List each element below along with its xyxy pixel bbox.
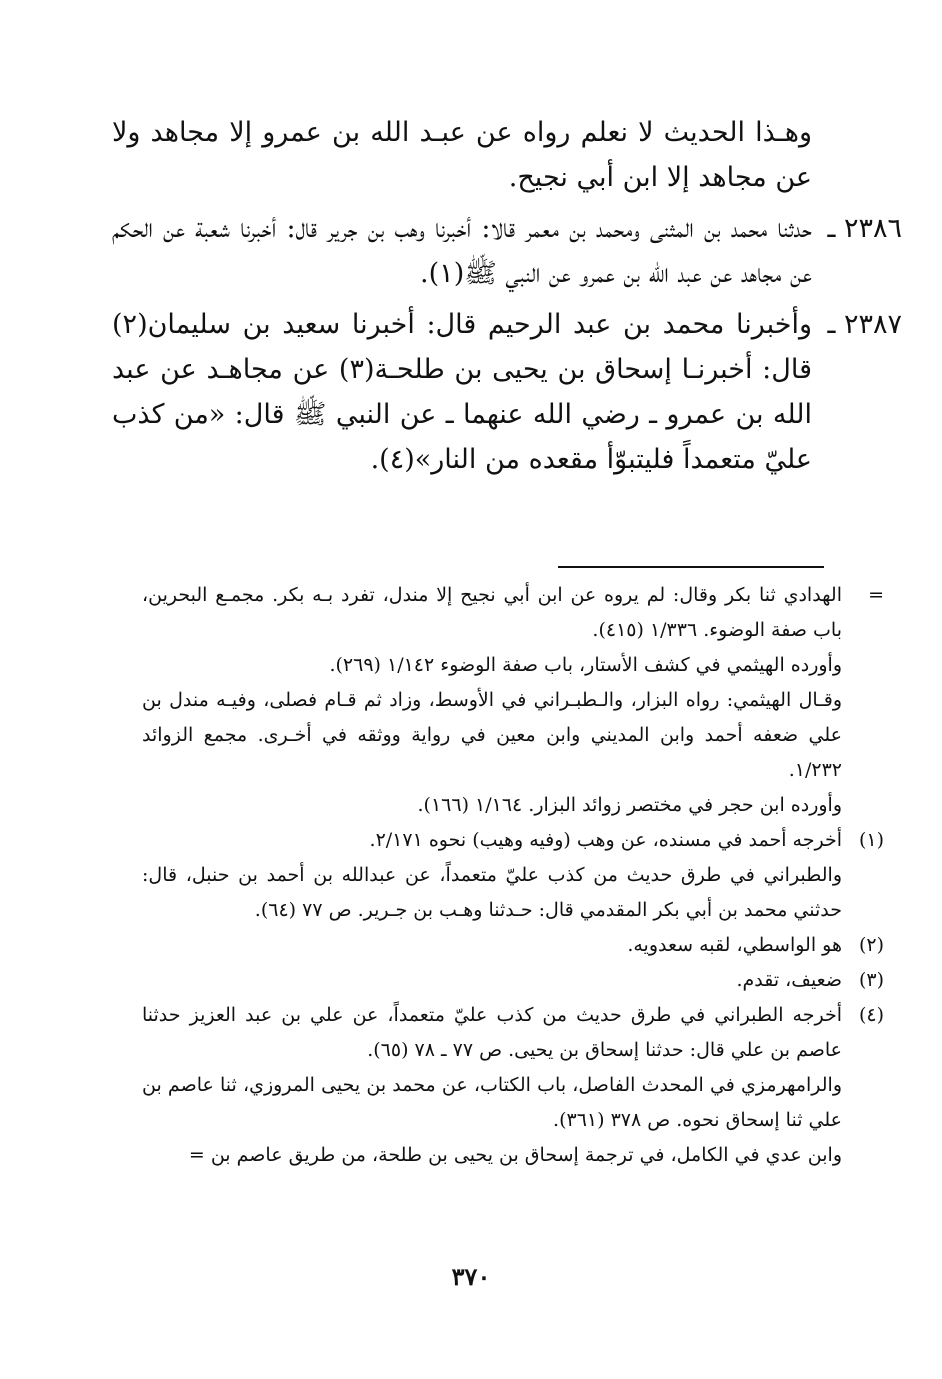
footnote-2 (142, 928, 884, 963)
hadith-number: ٢٣٨٦ ـ (827, 213, 902, 244)
footnote-continued (142, 578, 884, 648)
footnote-label: (٤) (858, 1004, 884, 1026)
footnote-text: ضعيف، تقدم. (736, 969, 842, 991)
footnote-3 (142, 963, 884, 998)
page-number: ٣٧٠ (451, 1262, 491, 1291)
footnote-label: (١) (858, 829, 884, 851)
footnote-text: أخرجه أحمد في مسنده، عن وهب (وفيه وهيب) نحوه ٢/١٧١. (369, 829, 842, 851)
hadith-text: حدثنا محمد بن المثنى ومحمد بن معمر قالا: أخبرنا وهب بن جرير قال: أخبرنا شعبة عن الحكم عن مجاهد عن عبد الله بن عمرو عن النبي ﷺ(١). (112, 213, 812, 289)
footnotes (142, 578, 884, 1173)
footnote-label: (٣) (858, 969, 884, 991)
footnote-paragraph: والرامهرمزي في المحدث الفاصل، باب الكتاب، عن محمد بن يحيى المروزي، ثنا عاصم بن علي ثنا إسحاق نحوه. ص ٣٧٨ (٣٦١). (142, 1074, 842, 1131)
footnote-paragraph: وأورده الهيثمي في كشف الأستار، باب صفة الوضوء ١/١٤٢ (٢٦٩). (329, 654, 842, 676)
footnote-text: هو الواسطي، لقبه سعدويه. (627, 934, 842, 956)
hadith-number: ٢٣٨٧ ـ (827, 309, 902, 340)
main-text (112, 110, 902, 482)
intro-paragraph: وهـذا الحديث لا نعلم رواه عن عبـد الله بن عمرو إلا مجاهد ولا عن مجاهد إلا ابن أبي نجيح. (112, 117, 812, 193)
hadith-2387 (112, 302, 902, 482)
footnote-1 (142, 823, 884, 858)
footnote-paragraph: وقـال الهيثمي: رواه البزار، والـطبـراني في الأوسط، وزاد ثم قـام فصلى، وفيـه مندل بن علي ضعفه أحمد وابن المديني وابن معين في رواية ووثقه في أخـرى. مجمع الزوائد ١/٢٣٢. (142, 689, 842, 781)
footnote-paragraph: وابن عدي في الكامل، في ترجمة إسحاق بن يحيى بن طلحة، من طريق عاصم بن = (188, 1144, 842, 1166)
footnote-label: (٢) (858, 934, 884, 956)
hadith-text: وأخبرنا محمد بن عبد الرحيم قال: أخبرنا سعيد بن سليمان(٢) قال: أخبرنـا إسحاق بن يحيى بن طلحـة(٣) عن مجاهـد عن عبد الله بن عمرو ـ رضي الله عنهما ـ عن النبي ﷺ قال: «من كذب عليّ متعمداً فليتبوّأ مقعده من النار»(٤). (112, 309, 813, 475)
hadith-2386 (112, 206, 902, 296)
footnote-text: أخرجه الطبراني في طرق حديث من كذب عليّ متعمداً، عن علي بن عبد العزيز حدثنا عاصم بن علي قال: حدثنا إسحاق بن يحيى. ص ٧٧ ـ ٧٨ (٦٥). (142, 1004, 842, 1061)
footnote-paragraph: والطبراني في طرق حديث من كذب عليّ متعمداً، عن عبدالله بن أحمد بن حنبل، قال: حدثني محمد بن أبي بكر المقدمي قال: حـدثنا وهـب بن جـرير. ص ٧٧ (٦٤). (142, 864, 842, 921)
footnote-divider (558, 566, 824, 568)
footnote-4 (142, 998, 884, 1068)
footnote-paragraph: وأورده ابن حجر في مختصر زوائد البزار. ١/١٦٤ (١٦٦). (417, 794, 842, 816)
continuation-mark: = (868, 584, 884, 606)
footnote-text: الهدادي ثنا بكر وقال: لم يروه عن ابن أبي نجيح إلا مندل، تفرد بـه بكر. مجمـع البحرين، باب صفة الوضوء. ١/٣٣٦ (٤١٥). (142, 584, 842, 641)
